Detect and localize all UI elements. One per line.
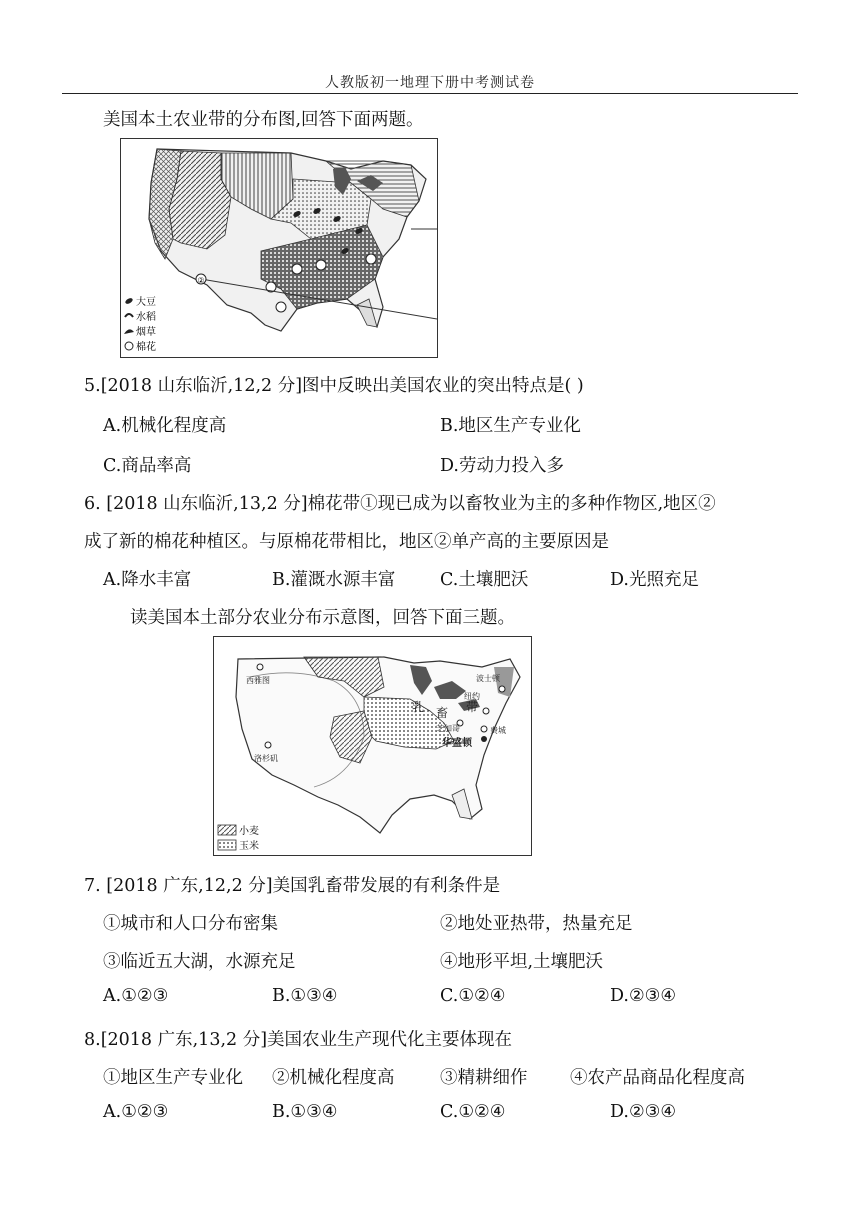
city-washington: 华盛顿 xyxy=(442,738,472,749)
city-new-york: 纽约 xyxy=(464,692,480,701)
q8-condition-2: ②机械化程度高 xyxy=(272,1068,395,1088)
belt-char-3: 带 xyxy=(466,700,479,714)
q6-option-d: D.光照充足 xyxy=(610,570,699,590)
q7-option-b: B.①③④ xyxy=(272,986,338,1006)
legend-rice: 水稻 xyxy=(136,312,156,323)
map1-svg xyxy=(121,139,437,357)
us-agri-belt-map xyxy=(120,138,438,358)
q7-condition-4: ④地形平坦,土壤肥沃 xyxy=(440,952,604,972)
legend-soybean: 大豆 xyxy=(136,297,156,308)
q5-option-a: A.机械化程度高 xyxy=(103,416,227,436)
us-agri-map-2 xyxy=(213,636,532,856)
q5-option-b: B.地区生产专业化 xyxy=(440,416,581,436)
legend-wheat: 小麦 xyxy=(239,826,259,837)
map2-legend xyxy=(218,824,259,852)
q8-condition-1: ①地区生产专业化 xyxy=(103,1068,243,1088)
q8-option-b: B.①③④ xyxy=(272,1102,338,1122)
q7-condition-3: ③临近五大湖，水源充足 xyxy=(103,952,296,972)
q8-stem: 8.[2018 广东,13,2 分]美国农业生产现代化主要体现在 xyxy=(84,1030,513,1050)
q7-condition-2: ②地处亚热带，热量充足 xyxy=(440,914,633,934)
q6-stem-line2: 成了新的棉花种植区。与原棉花带相比，地区②单产高的主要原因是 xyxy=(84,532,609,552)
intro-text-1: 美国本土农业带的分布图,回答下面两题。 xyxy=(103,110,424,130)
q5-stem: 5.[2018 山东临沂,12,2 分]图中反映出美国农业的突出特点是( ) xyxy=(84,376,584,396)
q8-condition-4: ④农产品商品化程度高 xyxy=(570,1068,745,1088)
q8-option-a: A.①②③ xyxy=(103,1102,169,1122)
page-header: 人教版初一地理下册中考测试卷 xyxy=(325,75,535,91)
q6-option-a: A.降水丰富 xyxy=(103,570,192,590)
city-chicago: 芝加哥 xyxy=(436,724,460,733)
city-boston: 波士顿 xyxy=(476,674,500,683)
belt-char-2: 畜 xyxy=(436,706,449,720)
map2-svg xyxy=(214,637,531,855)
q8-option-c: C.①②④ xyxy=(440,1102,506,1122)
intro-text-2: 读美国本土部分农业分布示意图，回答下面三题。 xyxy=(130,608,515,628)
city-philadelphia: 费城 xyxy=(490,726,506,735)
q6-option-b: B.灌溉水源丰富 xyxy=(272,570,396,590)
q5-option-c: C.商品率高 xyxy=(103,456,192,476)
legend-corn: 玉米 xyxy=(239,841,259,852)
q7-option-d: D.②③④ xyxy=(610,986,677,1006)
legend-tobacco: 烟草 xyxy=(136,327,156,338)
map1-marker-2: ② xyxy=(197,276,205,285)
q7-option-a: A.①②③ xyxy=(103,986,169,1006)
q7-condition-1: ①城市和人口分布密集 xyxy=(103,914,278,934)
city-los-angeles: 洛杉矶 xyxy=(254,754,278,763)
q6-option-c: C.土壤肥沃 xyxy=(440,570,529,590)
q7-stem: 7. [2018 广东,12,2 分]美国乳畜带发展的有利条件是 xyxy=(84,876,501,896)
legend-cotton: 棉花 xyxy=(136,342,156,353)
q8-option-d: D.②③④ xyxy=(610,1102,677,1122)
q6-stem-line1: 6. [2018 山东临沂,13,2 分]棉花带①现已成为以畜牧业为主的多种作物区,地区② xyxy=(84,494,716,514)
belt-char-1: 乳 xyxy=(412,700,425,714)
q8-condition-3: ③精耕细作 xyxy=(440,1068,528,1088)
q5-option-d: D.劳动力投入多 xyxy=(440,456,564,476)
header-rule xyxy=(62,93,798,94)
city-seattle: 西雅图 xyxy=(246,676,270,685)
map1-legend xyxy=(124,295,156,353)
q7-option-c: C.①②④ xyxy=(440,986,506,1006)
